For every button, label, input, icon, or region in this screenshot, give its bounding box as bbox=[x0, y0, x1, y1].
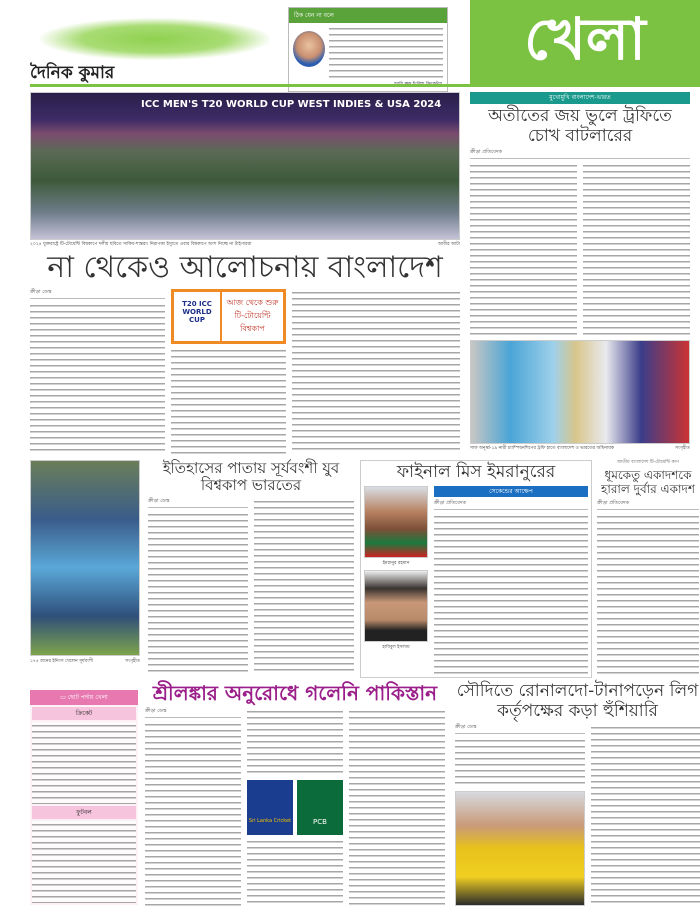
youth-body bbox=[254, 498, 354, 675]
section-title: খেলা bbox=[524, 4, 646, 73]
youth-article bbox=[148, 460, 354, 674]
imran-box bbox=[360, 460, 592, 678]
lead-caption: ২০২৪ যুক্তরাষ্ট্রে টি-টোয়েন্টি বিশ্বকাপে দলীয় ছবিতে সাকিব-শান্তরা। নিরাপত্তা ইস্যুতে এবার বিশ্বকাপে অংশ নিচ্ছে না টাইগাররা bbox=[30, 242, 252, 247]
pakistan-body bbox=[145, 721, 241, 906]
lead-body bbox=[292, 289, 460, 455]
right-byline: ক্রীড়া প্রতিবেদক bbox=[470, 149, 690, 159]
quote-box bbox=[288, 7, 448, 92]
ronaldo-photo bbox=[455, 791, 585, 906]
tv-title: ছোট পর্দায় খেলা bbox=[67, 694, 108, 701]
youth-body bbox=[148, 511, 248, 675]
saff-trophy-photo bbox=[470, 340, 690, 444]
saff-caption: সাফ অনূর্ধ্ব-১৯ নারী চ্যাম্পিয়নশিপের ট্রফি হাতে বাংলাদেশ ও ভারতের অধিনায়ক bbox=[470, 446, 615, 451]
section-title-block bbox=[470, 0, 700, 86]
imran-subtitle: সেকেন্ডের আক্ষেপ bbox=[434, 486, 588, 497]
pcb-logo bbox=[297, 780, 343, 835]
tv-section-football: ফুটবল bbox=[32, 806, 136, 819]
imranur-name: ইমরানুর রহমান bbox=[382, 560, 410, 566]
habibul-photo bbox=[364, 570, 428, 642]
slc-logo bbox=[247, 780, 293, 835]
lead-photo-credit: আবীর আটা bbox=[438, 242, 460, 247]
lead-article bbox=[30, 242, 460, 454]
sports-silhouette-banner bbox=[40, 18, 270, 60]
t20-promo bbox=[171, 289, 286, 344]
newspaper-logo: দৈনিক কুমার bbox=[30, 63, 115, 83]
ronaldo-body bbox=[591, 724, 700, 906]
tv-icon: ▭ bbox=[60, 694, 68, 701]
t20-logo: T20 ICC WORLD CUP bbox=[174, 292, 222, 341]
pakistan-article bbox=[145, 682, 445, 906]
youth-byline: ক্রীড়া ডেস্ক bbox=[148, 498, 248, 508]
youth-headline: ইতিহাসের পাতায় সূর্যবংশী যুব বিশ্বকাপ ভারতের bbox=[162, 459, 340, 495]
dhumketu-kicker: জাতীয় বাংলাদেশ টি-টোয়েন্টি কাপ bbox=[617, 460, 679, 465]
saff-credit: সংগৃহীত bbox=[675, 446, 690, 451]
tv-schedule-title bbox=[30, 690, 138, 705]
right-body bbox=[583, 162, 690, 336]
imran-body bbox=[434, 513, 588, 675]
pakistan-body bbox=[349, 708, 445, 906]
tv-football-list bbox=[32, 821, 136, 903]
header-rule bbox=[30, 84, 700, 87]
dhumketu-headline: ধূমকেতু একাদশকে হারাল দুর্বার একাদশ bbox=[601, 468, 695, 496]
ronaldo-byline: ক্রীড়া ডেস্ক bbox=[455, 724, 585, 734]
tv-schedule bbox=[30, 690, 138, 905]
right-headline: অতীতের জয় ভুলে ট্রফিতে চোখ বাটলারের bbox=[488, 106, 672, 146]
imran-byline: ক্রীড়া প্রতিবেদক bbox=[434, 500, 588, 510]
suryavanshi-credit: সংগৃহীত bbox=[125, 659, 140, 664]
pakistan-headline: শ্রীলঙ্কার অনুরোধে গলেনি পাকিস্তান bbox=[152, 681, 438, 705]
dhumketu-body bbox=[597, 513, 699, 674]
slc-logo-text: Sri Lanka Cricket bbox=[248, 817, 292, 824]
imranur-photo bbox=[364, 486, 428, 558]
habibul-name: হাবিবুল ইসলাম bbox=[382, 644, 410, 650]
ronaldo-body bbox=[455, 737, 585, 788]
lead-body bbox=[30, 302, 165, 455]
suryavanshi-caption: ১৭৫ রানের ইনিংস খেলেন সূর্যবংশী bbox=[30, 659, 94, 664]
lead-photo-banner: ICC MEN'S T20 WORLD CUP WEST INDIES & USA 2024 bbox=[141, 99, 442, 110]
lead-photo bbox=[30, 92, 460, 240]
lead-body bbox=[171, 347, 286, 455]
quote-avatar bbox=[293, 31, 325, 67]
dhumketu-byline: ক্রীড়া প্রতিবেদক bbox=[597, 500, 699, 510]
quote-text bbox=[329, 25, 443, 79]
right-kicker: মুখোমুখি বাংলাদেশ-ভারত bbox=[470, 92, 690, 104]
pakistan-body bbox=[247, 708, 343, 777]
pakistan-byline: ক্রীড়া ডেস্ক bbox=[145, 708, 241, 718]
tv-section-cricket: ক্রিকেট bbox=[32, 707, 136, 720]
ronaldo-article bbox=[455, 682, 700, 906]
imran-headline: ফাইনাল মিস ইমরানুরের bbox=[396, 462, 556, 482]
t20-promo-text: আজ থেকে শুরু টি-টোয়েন্টি বিশ্বকাপ bbox=[226, 297, 279, 333]
right-body bbox=[470, 162, 577, 336]
dhumketu-article bbox=[597, 460, 699, 674]
pakistan-body bbox=[247, 838, 343, 907]
pcb-logo-text: PCB bbox=[313, 817, 327, 826]
lead-byline: ক্রীড়া ডেস্ক bbox=[30, 289, 165, 299]
right-article bbox=[470, 92, 690, 336]
ronaldo-headline: সৌদিতে রোনালদো-টানাপড়েন লিগ কর্তৃপক্ষের কড়া হুঁশিয়ারি bbox=[456, 681, 699, 721]
lead-headline: না থেকেও আলোচনায় বাংলাদেশ bbox=[47, 250, 443, 285]
suryavanshi-photo bbox=[30, 460, 140, 656]
quote-box-title: ঠিক যেন না বলে bbox=[289, 8, 447, 23]
tv-cricket-list bbox=[32, 722, 136, 804]
